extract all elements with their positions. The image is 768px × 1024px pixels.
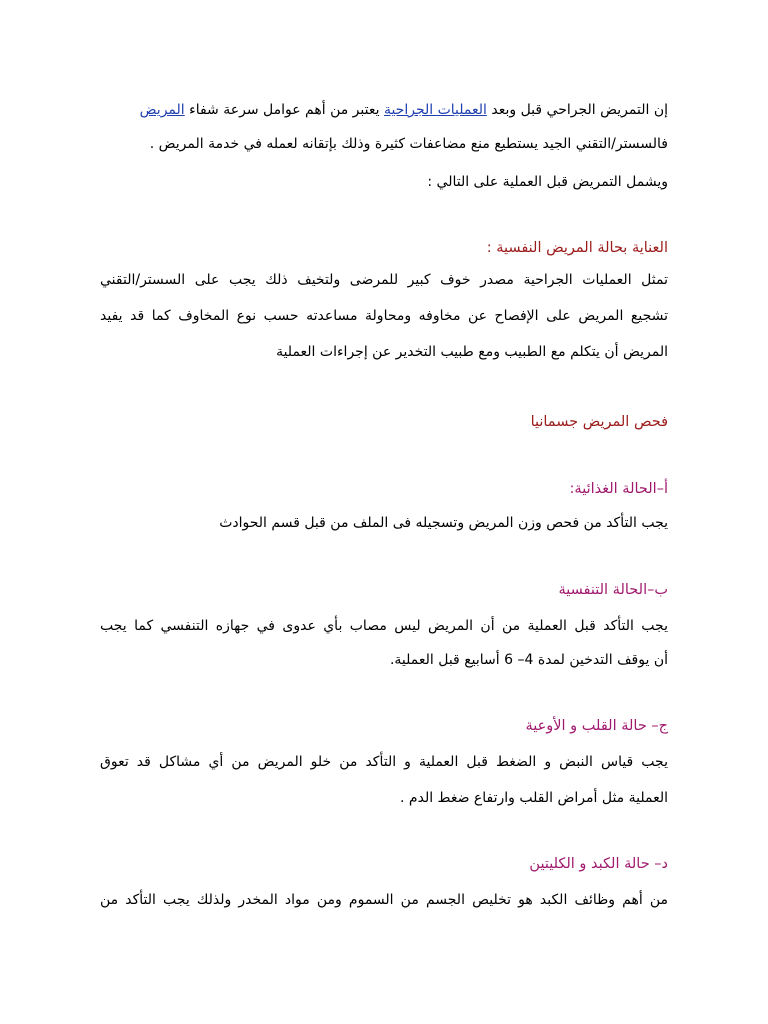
psych-line-2: تشجيع المريض على الإفصاح عن مخاوفه ومحاولة مساعدته حسب نوع المخاوف كما قد يفيد [100,308,668,324]
heart-line-2: العملية مثل أمراض القلب وارتفاع ضغط الدم . [400,790,668,806]
psych-line-3: المريض أن يتكلم مع الطبيب ومع طبيب التخدير عن إجراءات العملية [276,344,668,360]
respiratory-heading: ب–الحالة التنفسية [558,582,668,598]
patient-link[interactable]: المريض [139,102,185,118]
nutrition-line-1: يجب التأكد من فحص وزن المريض وتسجيله فى الملف من قبل قسم الحوادث [219,515,668,531]
surgical-operations-link[interactable]: العمليات الجراحية [383,102,487,118]
heart-heading: ج– حالة القلب و الأوعية [525,718,668,734]
psych-line-1: تمثل العمليات الجراحية مصدر خوف كبير للمرضى ولتخيف ذلك يجب على السستر/التقني [100,272,668,288]
heart-line-1: يجب قياس النبض و الضغط قبل العملية و التأكد من خلو المريض من أي مشاكل قد تعوق [100,754,668,770]
liver-line-1: من أهم وظائف الكبد هو تخليص الجسم من السموم ومن مواد المخدر ولذلك يجب التأكد من [100,892,668,908]
intro-line-1 [100,100,668,120]
physical-heading: فحص المريض جسمانيا [530,414,668,430]
liver-heading: د– حالة الكبد و الكليتين [529,856,668,872]
nutrition-heading: أ–الحالة الغذائية: [569,481,668,497]
respiratory-line-2: أن يوقف التدخين لمدة 4– 6 أسابيع قبل العملية. [389,652,668,668]
respiratory-line-1: يجب التأكد قبل العملية من أن المريض ليس مصاب بأي عدوى في جهازه التنفسي كما يجب [100,618,668,634]
intro-text-prefix: إن التمريض الجراحي قبل وبعد [491,102,668,118]
intro-text-mid: يعتبر من أهم عوامل سرعة شفاء [189,102,380,118]
psych-heading: العناية بحالة المريض النفسية : [486,240,668,256]
intro-line-2: فالسستر/التقني الجيد يستطيع منع مضاعفات كثيرة وذلك بإتقانه لعمله في خدمة المريض . [149,136,668,152]
intro-line-3: ويشمل التمريض قبل العملية على التالي : [427,174,668,190]
